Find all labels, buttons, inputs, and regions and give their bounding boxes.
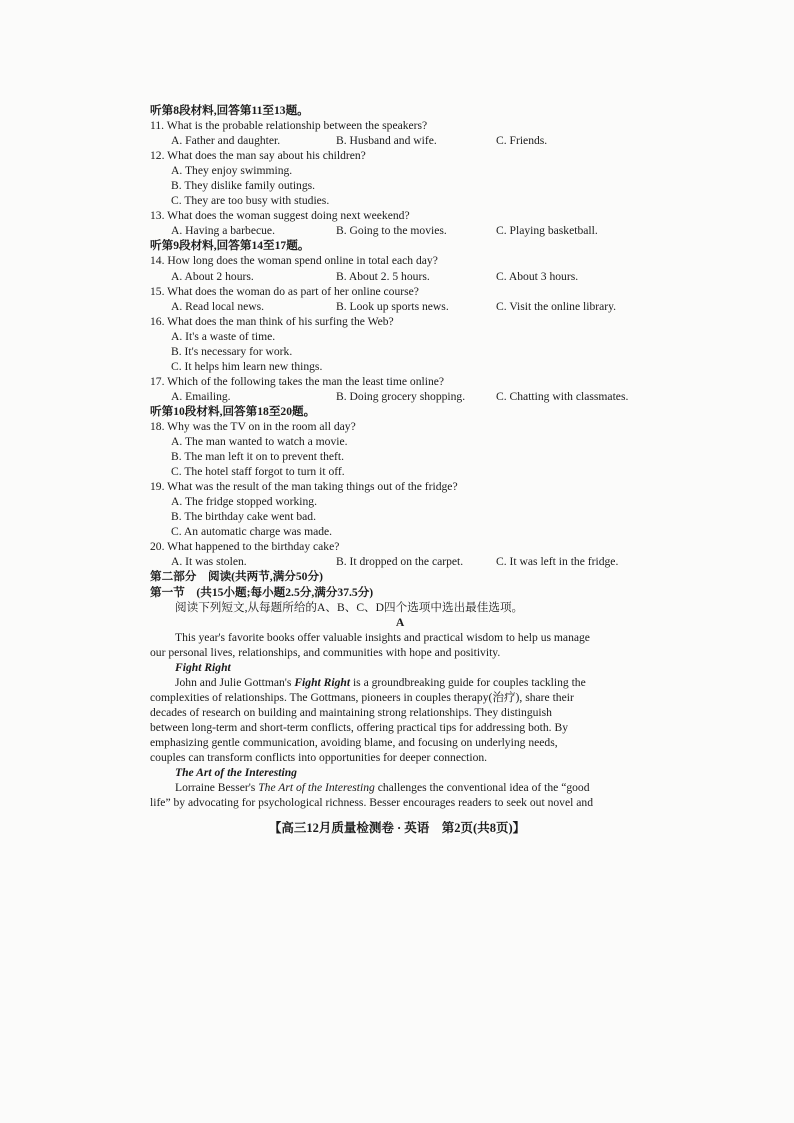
- option-a: A. The man wanted to watch a movie.: [171, 435, 348, 449]
- option-c: C. It was left in the fridge.: [496, 555, 619, 569]
- question-17-options: [150, 389, 650, 404]
- option-c: C. Chatting with classmates.: [496, 389, 629, 403]
- option-c: C. Friends.: [496, 134, 548, 148]
- question-15: 15. What does the woman do as part of her online course?: [150, 284, 419, 298]
- option-a: A. Having a barbecue.: [171, 224, 275, 238]
- option-a: A. It's a waste of time.: [171, 329, 276, 343]
- book1-text: is a groundbreaking guide for couples tackling the: [350, 675, 586, 689]
- question-12: 12. What does the man say about his children?: [150, 149, 366, 163]
- book2-title: The Art of the Interesting: [175, 766, 297, 780]
- book1-line-5: emphasizing gentle communication, avoiding blame, and focusing on underlying needs,: [150, 735, 558, 749]
- question-16: 16. What does the man think of his surfing the Web?: [150, 314, 394, 328]
- book1-title: Fight Right: [175, 660, 231, 674]
- option-b: B. Doing grocery shopping.: [336, 389, 466, 403]
- question-13: 13. What does the woman suggest doing next weekend?: [150, 209, 410, 223]
- section8-header: 听第8段材料,回答第11至13题。: [150, 104, 309, 117]
- book2-title-inline: The Art of the Interesting: [258, 781, 375, 795]
- option-b: B. The birthday cake went bad.: [171, 510, 316, 524]
- option-b: B. Husband and wife.: [336, 134, 437, 148]
- question-14: 14. How long does the woman spend online in total each day?: [150, 254, 438, 268]
- question-20-options: [150, 554, 650, 569]
- book1-line-3: decades of research on building and maintaining strong relationships. They distinguish: [150, 705, 552, 719]
- book2-line-1: [150, 780, 650, 795]
- book1-line-4: between long-term and short-term conflicts, offering practical tips for addressing both. By: [150, 720, 569, 734]
- option-a: A. Read local news.: [171, 299, 265, 313]
- option-c: C. They are too busy with studies.: [171, 194, 330, 208]
- option-b: B. About 2. 5 hours.: [336, 269, 430, 283]
- book1-line-2: complexities of relationships. The Gottmans, pioneers in couples therapy(治疗), share their: [150, 690, 574, 704]
- book2-text: challenges the conventional idea of the “good: [374, 781, 590, 795]
- option-b: B. They dislike family outings.: [171, 179, 316, 193]
- option-c: C. About 3 hours.: [496, 269, 579, 283]
- option-b: B. The man left it on to prevent theft.: [171, 450, 345, 464]
- option-c: C. It helps him learn new things.: [171, 359, 323, 373]
- option-c: C. Playing basketball.: [496, 224, 598, 238]
- option-a: A. About 2 hours.: [171, 269, 254, 283]
- option-b: B. Going to the movies.: [336, 224, 447, 238]
- option-a: A. The fridge stopped working.: [171, 495, 317, 509]
- page-content: [150, 103, 650, 810]
- book2-text: Lorraine Besser's: [175, 781, 259, 795]
- question-18: 18. Why was the TV on in the room all day?: [150, 419, 356, 433]
- page-footer: 【高三12月质量检测卷 · 英语 第2页(共8页)】: [268, 821, 526, 835]
- option-a: A. Emailing.: [171, 389, 231, 403]
- part2-header: 第二部分 阅读(共两节,满分50分): [150, 570, 323, 584]
- section1-header: 第一节 (共15小题;每小题2.5分,满分37.5分): [150, 585, 374, 599]
- section10-header: 听第10段材料,回答第18至20题。: [150, 404, 316, 418]
- passage-label: A: [395, 615, 405, 629]
- option-c: C. Visit the online library.: [496, 299, 617, 313]
- option-c: C. An automatic charge was made.: [171, 525, 333, 539]
- book1-title-inline: Fight Right: [294, 675, 351, 689]
- book1-line-6: couples can transform conflicts into opportunities for deeper connection.: [150, 751, 488, 765]
- intro-line-2: our personal lives, relationships, and communities with hope and positivity.: [150, 645, 501, 659]
- question-11: 11. What is the probable relationship between the speakers?: [150, 119, 428, 133]
- option-a: A. Father and daughter.: [171, 134, 281, 148]
- question-15-options: [150, 299, 650, 314]
- book1-line-1: [150, 675, 650, 690]
- book2-line-2: life” by advocating for psychological richness. Besser encourages readers to seek out novel and: [150, 796, 593, 810]
- option-b: B. Look up sports news.: [336, 299, 449, 313]
- question-11-options: [150, 133, 650, 148]
- instructions: 阅读下列短文,从每题所给的A、B、C、D四个选项中选出最佳选项。: [175, 600, 524, 614]
- option-c: C. The hotel staff forgot to turn it off.: [171, 465, 345, 479]
- option-b: B. It dropped on the carpet.: [336, 555, 464, 569]
- question-19: 19. What was the result of the man taking things out of the fridge?: [150, 480, 458, 494]
- question-14-options: [150, 269, 650, 284]
- section9-header: 听第9段材料,回答第14至17题。: [150, 239, 310, 253]
- intro-line-1: [150, 630, 650, 645]
- question-17: 17. Which of the following takes the man the least time online?: [150, 374, 445, 388]
- intro-text-1: This year's favorite books offer valuable insights and practical wisdom to help us manage: [175, 630, 590, 644]
- question-13-options: [150, 223, 650, 238]
- question-20: 20. What happened to the birthday cake?: [150, 540, 340, 554]
- option-b: B. It's necessary for work.: [171, 344, 293, 358]
- option-a: A. It was stolen.: [171, 555, 247, 569]
- option-a: A. They enjoy swimming.: [171, 164, 293, 178]
- book1-text: John and Julie Gottman's: [175, 675, 295, 689]
